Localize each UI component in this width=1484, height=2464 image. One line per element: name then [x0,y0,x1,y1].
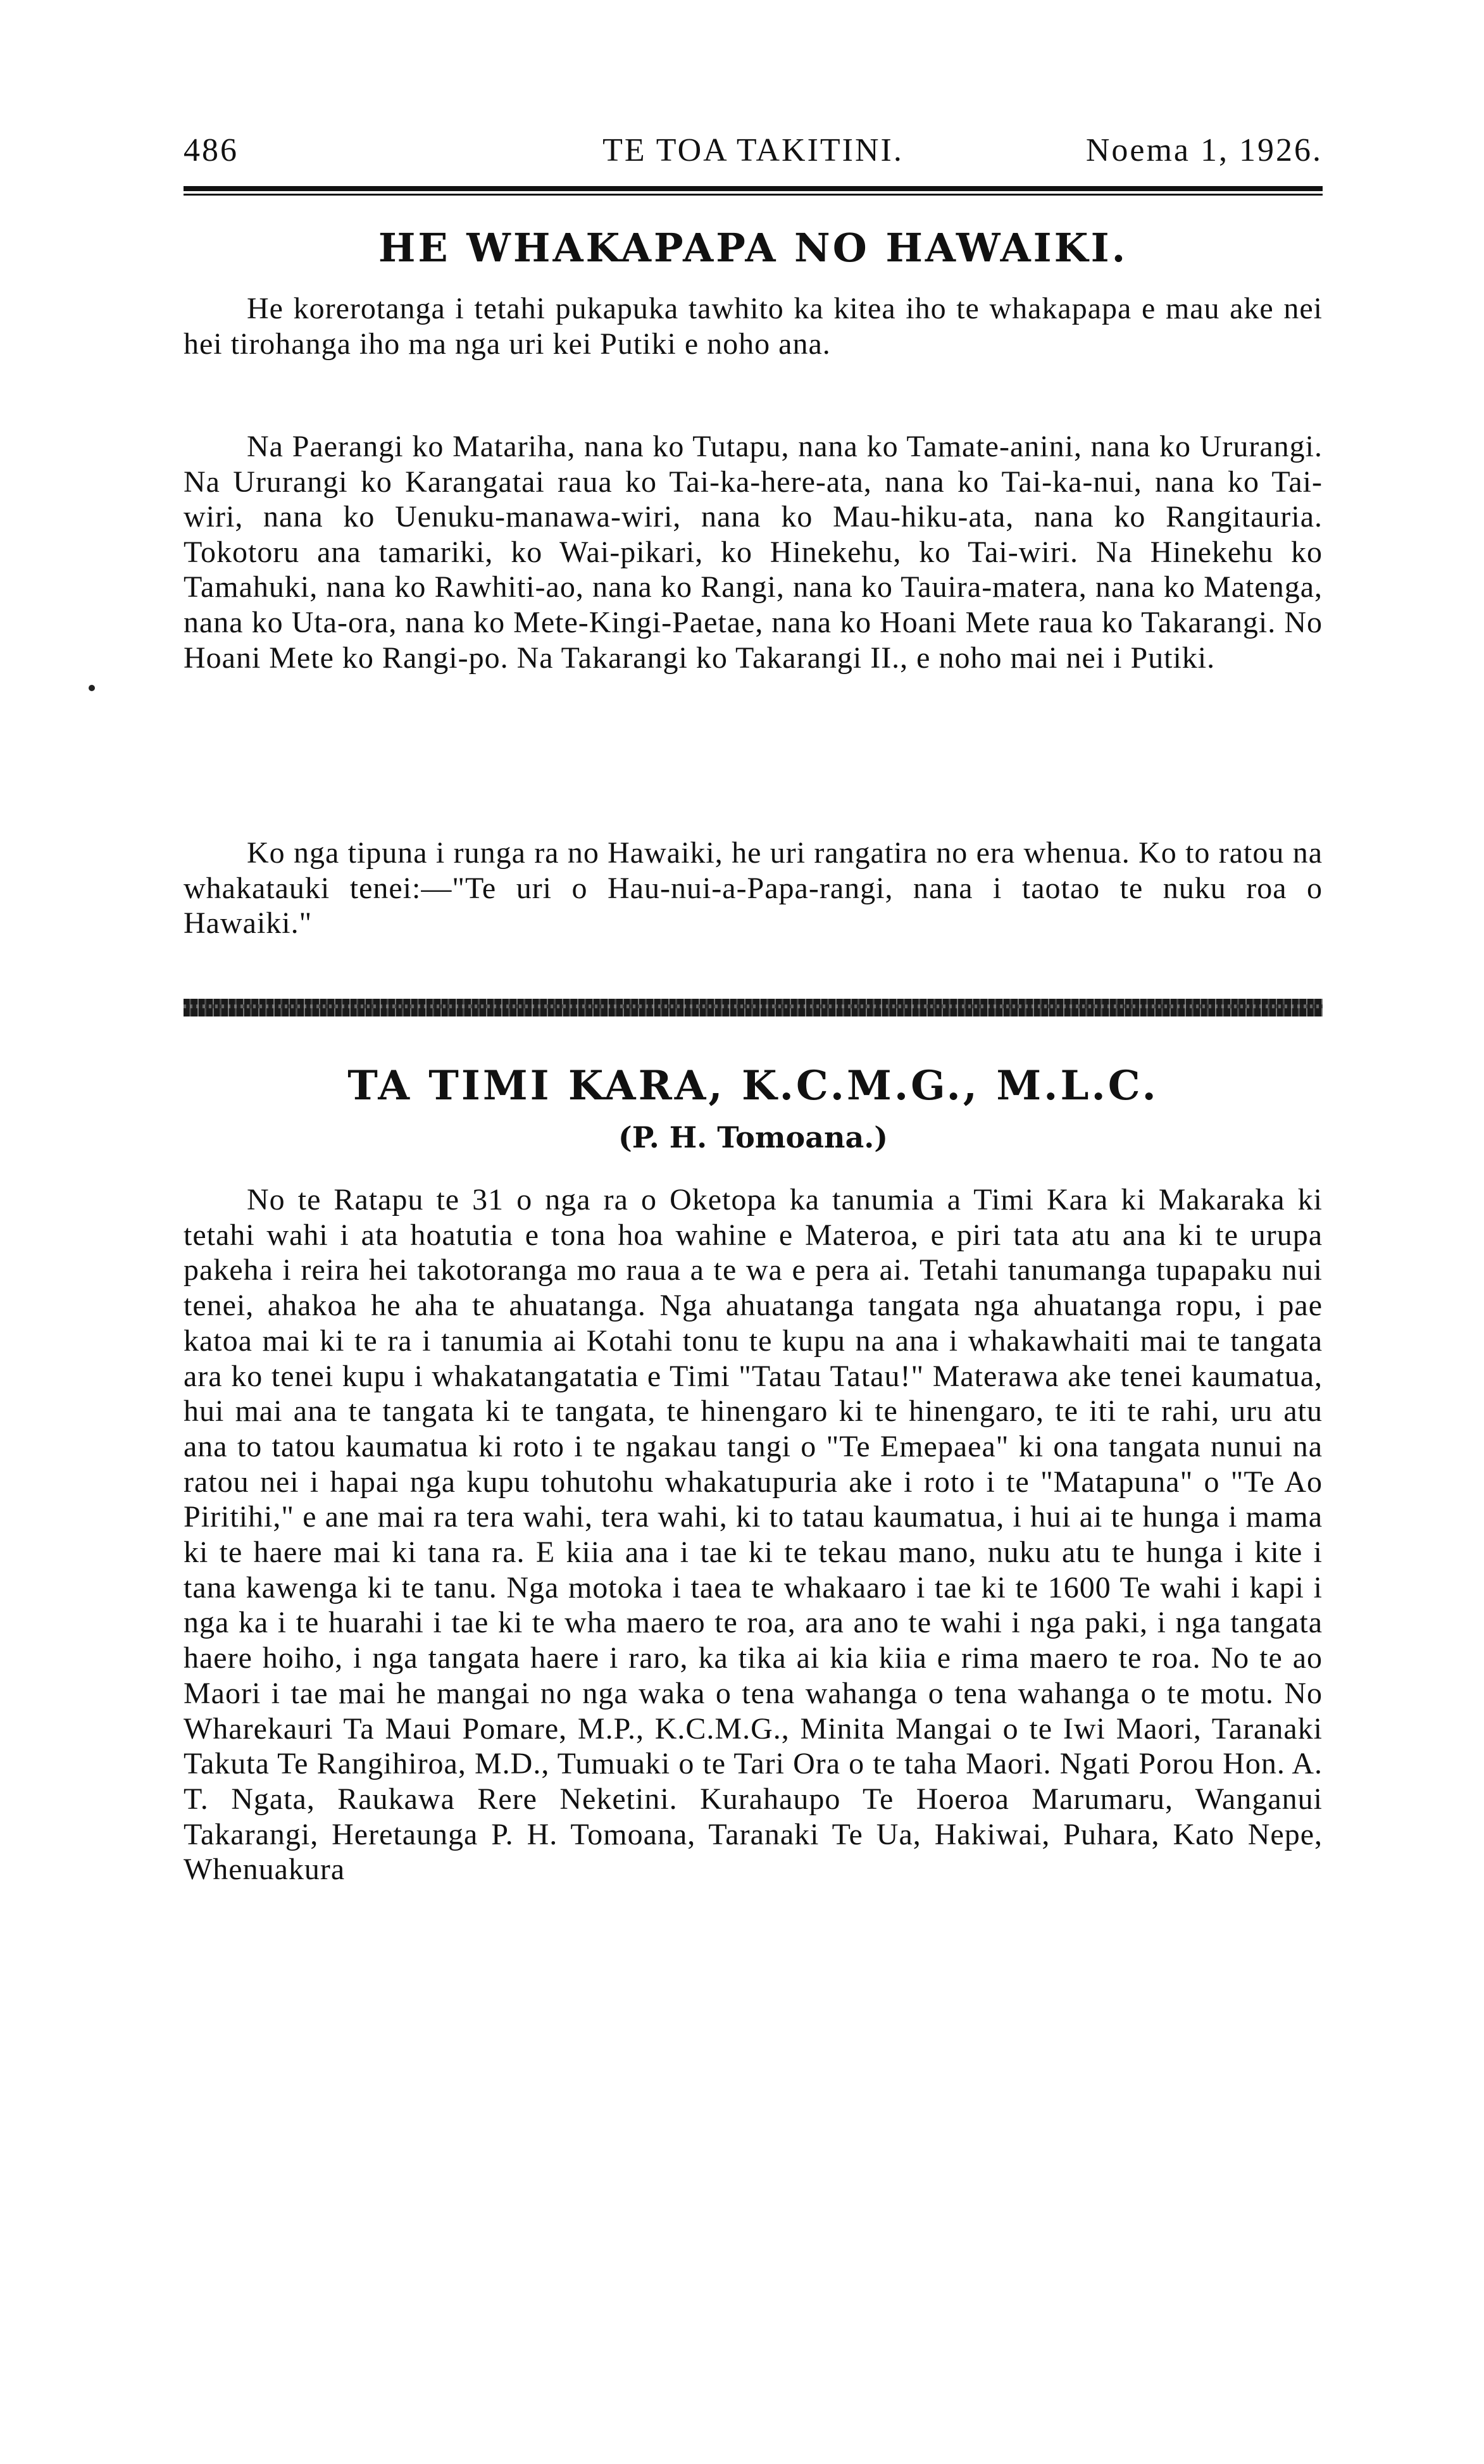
paragraph-text: Na Paerangi ko Matariha, nana ko Tutapu, nana ko Tamate-anini, nana ko Ururangi. Na Ururangi ko Karangatai raua ko Tai-ka-here-ata, nana ko Tai-ka-nui, nana ko Tai-wiri, nana ko Uenuku-manawa-wiri, nana ko Mau-hiku-ata, nana ko Rangitauria. Tokotoru ana tamariki, ko Wai-pikari, ko Hinekehu, ko Tai-wiri. Na Hinekehu ko Tamahuki, nana ko Rawhiti-ao, nana ko Rangi, nana ko Tauira-matera, nana ko Matenga, nana ko Uta-ora, nana ko Mete-Kingi-Paetae, nana ko Hoani Mete raua ko Takarangi. No Hoani Mete ko Rangi-po. Na Takarangi ko Takarangi II., e noho mai nei i Putiki. [184,430,1323,675]
article2-paragraph-1 [184,1182,1323,1887]
header-rule-thin [184,194,1323,196]
margin-mark [89,685,95,691]
byline: (P. H. Tomoana.) [618,1120,889,1154]
header-rule [184,186,1323,191]
page-number: 486 [184,132,239,168]
article-title-whakapapa: HE WHAKAPAPA NO HAWAIKI. [378,225,1128,271]
paragraph-text: Ko nga tipuna i runga ra no Hawaiki, he uri rangatira no era whenua. Ko to ratou na whakatauki tenei:—"Te uri o Hau-nui-a-Papa-rangi, nana i taotao te nuku roa o Hawaiki." [184,836,1323,941]
paragraph-text: No te Ratapu te 31 o nga ra o Oketopa ka tanumia a Timi Kara ki Makaraka ki tetahi wahi i ata hoatutia e tona hoa wahine e Materoa, e piri tata atu ana ki te urupa pakeha i reira hei takotoranga mo raua a te wa e pera ai. Tetahi tanumanga tupapaku nui tenei, ahakoa he aha te ahuatanga. Nga ahuatanga tangata nga ahuatanga ropu, i pae katoa mai ki te ra i tanumia ai Kotahi tonu te kupu na ana i whakawhaiti mai te tangata ara ko tenei kupu i whakatangatatia e Timi "Tatau Tatau!" Materawa ake tenei kaumatua, hui mai ana te tangata ki te tangata, te hinengaro ki te hinengaro, te iti te rahi, uru atu ana to tatou kaumatua ki roto i te ngakau tangi o "Te Emepaea" ki ona tangata nunui na ratou nei i hapai nga kupu tohutohu whakatupuria ake i roto i te "Matapuna" o "Te Ao Piritihi," e ane mai ra tera wahi, tera wahi, ki to tatau kaumatua, i hui ai te hunga i mama ki te haere mai ki tana ra. E kiia ana i tae ki te tekau mano, nuku atu te hunga i kite i tana kawenga ki te tanu. Nga motoka i taea te whakaaro i tae ki te 1600 Te wahi i kapi i nga ka i te huarahi i tae ki te wha maero te roa, ara ano te wahi i nga paki, i nga tangata haere hoiho, i nga tangata haere i raro, ka tika ai kia kiia e rima maero te roa. No te ao Maori i tae mai he mangai no nga waka o tena wahanga o tena wahanga o te motu. No Wharekauri Ta Maui Pomare, M.P., K.C.M.G., Minita Mangai o te Iwi Maori, Taranaki Takuta Te Rangihiroa, M.D., Tumuaki o te Tari Ora o te taha Maori. Ngati Porou Hon. A. T. Ngata, Raukawa Rere Neketini. Kurahaupo Te Hoeroa Marumaru, Wanganui Takarangi, Heretaunga P. H. Tomoana, Taranaki Te Ua, Hakiwai, Puhara, Kato Nepe, Whenuakura [184,1183,1323,1887]
article-title-timi-kara: TA TIMI KARA, K.C.M.G., M.L.C. [347,1062,1159,1110]
article1-paragraph-2 [184,429,1323,675]
issue-date: Noema 1, 1926. [1085,132,1323,168]
article1-paragraph-1 [184,291,1323,361]
ornamental-divider [184,999,1323,1016]
article1-paragraph-3 [184,835,1323,941]
publication-title: TE TOA TAKITINI. [602,132,904,168]
paragraph-text: He korerotanga i tetahi pukapuka tawhito ka kitea iho te whakapapa e mau ake nei hei tirohanga iho ma nga uri kei Putiki e noho ana. [184,292,1323,361]
running-head [184,132,1323,182]
